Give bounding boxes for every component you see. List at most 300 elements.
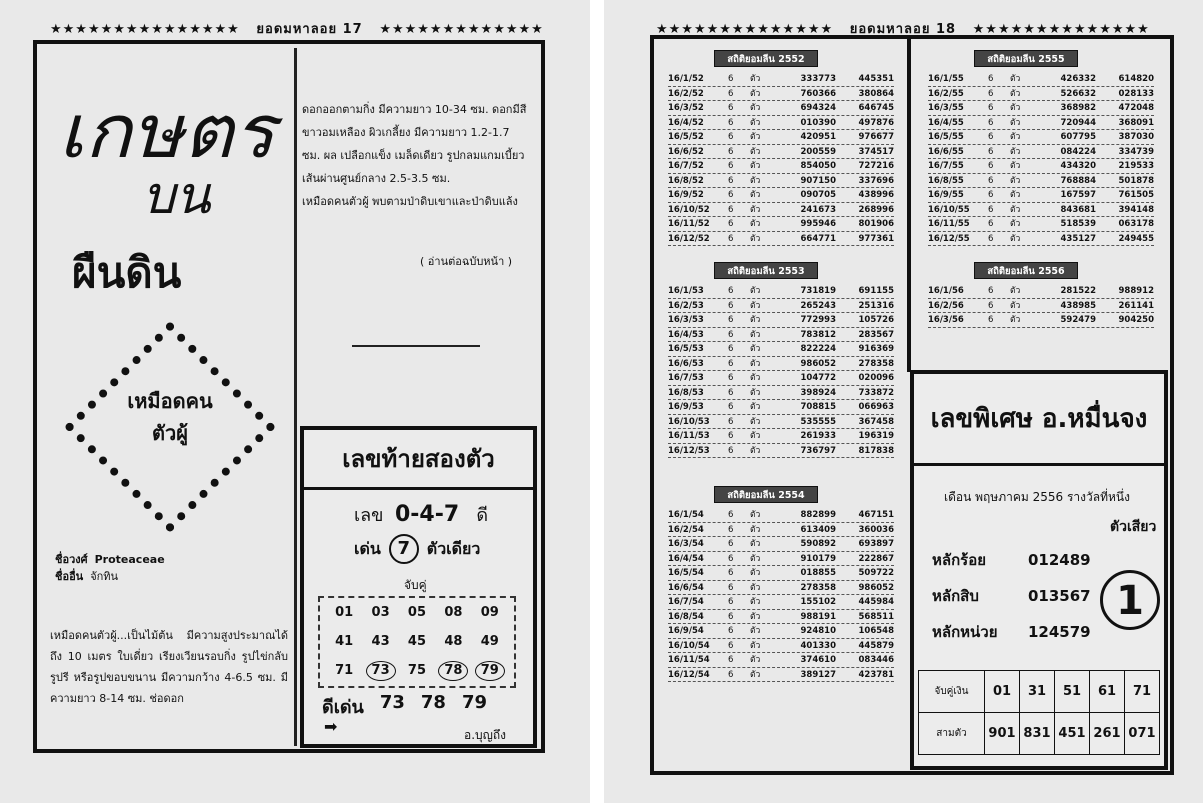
unit-count: 6	[728, 315, 734, 325]
unit-word: ตัว	[750, 88, 761, 99]
first-number: 010390	[800, 117, 836, 128]
article-body-right	[302, 98, 528, 213]
three-value: 261	[1090, 713, 1125, 755]
stats-row	[668, 653, 894, 668]
first-number: 426332	[1060, 74, 1096, 84]
unit-word: ตัว	[1010, 103, 1021, 113]
unit-word: ตัว	[750, 344, 761, 354]
first-number: 084224	[1060, 146, 1096, 157]
unit-word: ตัว	[750, 611, 761, 622]
second-number: 387030	[1118, 132, 1154, 142]
pair-number: 79	[475, 661, 505, 681]
stats-row	[668, 299, 894, 314]
second-number: 337696	[858, 175, 894, 186]
pair-label: จับคู่เงิน	[919, 671, 985, 713]
unit-count: 6	[988, 233, 994, 244]
unit-count: 6	[728, 117, 734, 128]
draw-date: 16/2/54	[668, 524, 704, 535]
diamond-line-1: เหมือดคน	[127, 389, 213, 413]
draw-date: 16/6/52	[668, 146, 704, 157]
pairs-row	[320, 627, 514, 656]
hundreds-label: หลักร้อย	[932, 551, 987, 569]
second-number: 445879	[858, 640, 894, 651]
left-header	[50, 18, 544, 39]
unit-word: ตัว	[750, 510, 761, 520]
unit-word: ตัว	[750, 539, 761, 549]
unit-word: ตัว	[1010, 286, 1021, 296]
unit-word: ตัว	[750, 190, 761, 200]
stats-row	[668, 145, 894, 160]
lucky-numbers-line	[354, 500, 488, 529]
first-number: 924810	[800, 626, 836, 636]
pair-row	[919, 671, 1160, 713]
first-number: 435127	[1060, 233, 1096, 244]
stats-row	[668, 415, 894, 430]
unit-word: ตัว	[750, 300, 761, 311]
stats-row	[668, 342, 894, 357]
article-body-left: เหมือดคนตัวผู้...เป็นไม้ต้น มีความสูงประมาณได้ถึง 10 เมตร ใบเดี่ยว เรียงเวียนรอบกิ่ง รูปไข่กลับ รูปรี หรือรูปขอบขนาน มีความกว้าง 4-6.5 ซม. มีความยาว 8-14 ซม. ช่อดอก	[50, 629, 288, 705]
stats-row	[668, 371, 894, 386]
unit-word: ตัว	[1010, 146, 1021, 157]
draw-date: 16/4/55	[928, 117, 964, 128]
first-number: 708815	[800, 402, 836, 412]
family-label: ชื่อวงศ์	[55, 553, 88, 566]
second-number: 986052	[858, 582, 894, 593]
unit-count: 6	[988, 204, 994, 215]
draw-date: 16/11/53	[668, 431, 710, 441]
second-number: 916369	[858, 344, 894, 354]
draw-date: 16/7/53	[668, 373, 704, 383]
stats-title: สถิติยอมลีน 2553	[714, 262, 818, 279]
draw-date: 16/11/54	[668, 655, 710, 665]
draw-date: 16/10/53	[668, 416, 710, 427]
unit-count: 6	[728, 431, 734, 441]
unit-count: 6	[988, 315, 994, 325]
stats-row	[668, 174, 894, 189]
unit-count: 6	[728, 524, 734, 535]
header-stars-right: ★★★★★★★★★★★★★★	[972, 22, 1150, 37]
line1-numbers: 0-4-7	[394, 502, 460, 527]
special-number-box	[910, 370, 1168, 770]
unit-count: 6	[728, 655, 734, 665]
unit-word: ตัว	[1010, 219, 1021, 229]
pair-value: 51	[1055, 671, 1090, 713]
unit-count: 6	[728, 416, 734, 427]
second-number: 691155	[858, 286, 894, 296]
stats-row	[928, 159, 1154, 174]
unit-count: 6	[728, 204, 734, 215]
line1-prefix: เลข	[354, 505, 384, 526]
stats-row	[668, 101, 894, 116]
unit-word: ตัว	[750, 387, 761, 398]
stats-row	[668, 400, 894, 415]
continued-note: ( อ่านต่อฉบับหน้า )	[420, 255, 513, 268]
stats-row	[668, 523, 894, 538]
three-label: สามตัว	[919, 713, 985, 755]
unit-word: ตัว	[1010, 315, 1021, 325]
unit-count: 6	[728, 611, 734, 622]
unit-count: 6	[728, 539, 734, 549]
first-number: 783812	[800, 329, 836, 340]
units-value: 124579	[1028, 623, 1091, 641]
unit-word: ตัว	[750, 582, 761, 593]
first-number: 018855	[800, 568, 836, 578]
left-page-title: ยอดมหาลอย 17	[256, 22, 363, 37]
second-number: 283567	[858, 329, 894, 340]
second-number: 976677	[858, 132, 894, 142]
first-number: 882899	[800, 510, 836, 520]
stats-row	[928, 72, 1154, 87]
stats-row	[928, 313, 1154, 328]
unit-count: 6	[728, 445, 734, 456]
stats-row	[668, 217, 894, 232]
unit-count: 6	[988, 286, 994, 296]
unit-count: 6	[728, 88, 734, 99]
stats-row	[928, 101, 1154, 116]
second-number: 222867	[858, 553, 894, 564]
diamond-line-2: ตัวผู้	[152, 421, 188, 445]
unit-count: 6	[988, 117, 994, 128]
first-number: 374610	[800, 655, 836, 665]
second-number: 472048	[1118, 103, 1154, 113]
draw-date: 16/10/55	[928, 204, 970, 215]
unit-count: 6	[988, 190, 994, 200]
pairs-label: จับคู่	[404, 578, 427, 592]
unit-count: 6	[988, 74, 994, 84]
first-number: 772993	[800, 315, 836, 325]
first-number: 854050	[800, 161, 836, 171]
draw-date: 16/3/55	[928, 103, 964, 113]
stats-row	[668, 581, 894, 596]
draw-date: 16/2/55	[928, 88, 964, 99]
unit-word: ตัว	[750, 553, 761, 564]
draw-date: 16/12/53	[668, 445, 710, 456]
stats-row	[668, 639, 894, 654]
unit-word: ตัว	[750, 373, 761, 383]
pairs-row	[320, 598, 514, 627]
stats-row	[928, 217, 1154, 232]
unit-word: ตัว	[1010, 88, 1021, 99]
pair-number: 48	[444, 634, 463, 649]
second-number: 063178	[1118, 219, 1154, 229]
second-number: 423781	[858, 669, 894, 680]
first-number: 104772	[800, 373, 836, 383]
unit-word: ตัว	[750, 597, 761, 607]
second-number: 693897	[858, 539, 894, 549]
stats-row	[928, 232, 1154, 247]
unit-word: ตัว	[750, 175, 761, 186]
family-row	[55, 553, 165, 567]
second-number: 904250	[1118, 315, 1154, 325]
stats-row	[928, 87, 1154, 102]
header-stars: ★★★★★★★★★★★★★★★	[50, 22, 240, 37]
first-number: 398924	[800, 387, 836, 398]
stats-row	[668, 159, 894, 174]
stats-row	[668, 232, 894, 247]
line1-suffix: ดี	[476, 505, 489, 526]
second-number: 568511	[858, 611, 894, 622]
draw-date: 16/2/56	[928, 300, 964, 311]
second-number: 360036	[858, 524, 894, 535]
tens-row	[932, 584, 1091, 608]
units-row	[932, 620, 1091, 644]
unit-count: 6	[728, 161, 734, 171]
stats-table-2552	[668, 50, 894, 246]
second-number: 028133	[1118, 88, 1154, 99]
unit-word: ตัว	[750, 204, 761, 215]
pair-table	[918, 670, 1160, 755]
unit-count: 6	[988, 175, 994, 186]
draw-date: 16/3/56	[928, 315, 964, 325]
unit-count: 6	[728, 233, 734, 244]
header-stars: ★★★★★★★★★★★★★★	[656, 22, 834, 37]
article-title-3: ผืนดิน	[72, 248, 182, 297]
stats-row	[928, 116, 1154, 131]
second-number: 467151	[858, 510, 894, 520]
first-number: 822224	[800, 344, 836, 354]
unit-word: ตัว	[750, 103, 761, 113]
stats-row	[928, 284, 1154, 299]
draw-date: 16/5/55	[928, 132, 964, 142]
second-number: 251316	[858, 300, 894, 311]
first-number: 760366	[800, 88, 836, 99]
three-value: 831	[1020, 713, 1055, 755]
first-number: 333773	[800, 74, 836, 84]
unit-count: 6	[728, 358, 734, 369]
column-divider	[907, 38, 911, 372]
pair-number: 41	[335, 634, 354, 649]
unit-word: ตัว	[750, 402, 761, 412]
second-number: 801906	[858, 219, 894, 229]
article-title-2: บน	[142, 166, 211, 226]
stats-row	[668, 203, 894, 218]
draw-date: 16/3/52	[668, 103, 704, 113]
second-number: 761505	[1118, 190, 1154, 200]
three-value: 451	[1055, 713, 1090, 755]
stats-row	[668, 552, 894, 567]
first-number: 401330	[800, 640, 836, 651]
unit-word: ตัว	[750, 655, 761, 665]
highlight-number: 73	[379, 692, 405, 713]
draw-date: 16/7/52	[668, 161, 704, 171]
article-title-1: เกษตร	[58, 89, 276, 175]
first-number: 995946	[800, 219, 836, 229]
header-stars-right: ★★★★★★★★★★★★★	[379, 22, 544, 37]
unit-count: 6	[728, 387, 734, 398]
stats-row	[928, 174, 1154, 189]
tens-value: 013567	[1028, 587, 1091, 605]
stats-row	[668, 130, 894, 145]
pair-number: 73	[366, 661, 396, 681]
pairs-row	[320, 656, 514, 685]
second-number: 977361	[858, 233, 894, 244]
unit-word: ตัว	[1010, 74, 1021, 84]
unit-count: 6	[728, 219, 734, 229]
unit-word: ตัว	[750, 74, 761, 84]
three-value: 071	[1125, 713, 1160, 755]
unit-word: ตัว	[750, 626, 761, 636]
pair-number: 78	[438, 661, 468, 681]
stats-row	[668, 624, 894, 639]
draw-date: 16/6/55	[928, 146, 964, 157]
draw-date: 16/7/54	[668, 597, 704, 607]
draw-date: 16/2/52	[668, 88, 704, 99]
unit-count: 6	[728, 568, 734, 578]
pair-number: 03	[371, 605, 390, 620]
stats-row	[928, 145, 1154, 160]
unit-word: ตัว	[750, 233, 761, 244]
stats-row	[668, 284, 894, 299]
second-number: 105726	[858, 315, 894, 325]
unit-word: ตัว	[1010, 161, 1021, 171]
second-number: 196319	[858, 431, 894, 441]
circled-number: 7	[389, 534, 419, 564]
draw-date: 16/4/53	[668, 329, 704, 340]
tens-label: หลักสิบ	[932, 587, 979, 605]
first-number: 420951	[800, 132, 836, 142]
unit-count: 6	[728, 640, 734, 651]
unit-count: 6	[988, 88, 994, 99]
first-number: 736797	[800, 445, 836, 456]
draw-date: 16/11/55	[928, 219, 970, 229]
first-number: 241673	[800, 204, 836, 215]
second-number: 278358	[858, 358, 894, 369]
first-number: 768884	[1060, 175, 1096, 186]
second-number: 727216	[858, 161, 894, 171]
unit-word: ตัว	[750, 286, 761, 296]
arrow-icon: ➡	[324, 717, 338, 736]
unit-word: ตัว	[750, 161, 761, 171]
unit-word: ตัว	[750, 431, 761, 441]
second-number: 445984	[858, 597, 894, 607]
stats-row	[668, 508, 894, 523]
second-number: 501878	[1118, 175, 1154, 186]
second-number: 614820	[1118, 74, 1154, 84]
author: อ.บุญถึง	[464, 728, 506, 742]
stats-row	[668, 328, 894, 343]
highlight-number: 78	[420, 692, 446, 713]
stats-table-2553	[668, 262, 894, 458]
draw-date: 16/10/54	[668, 640, 710, 651]
stats-title: สถิติยอมลีน 2552	[714, 50, 818, 67]
first-number: 720944	[1060, 117, 1096, 128]
stats-row	[668, 116, 894, 131]
unit-count: 6	[728, 132, 734, 142]
unit-count: 6	[728, 103, 734, 113]
unit-word: ตัว	[750, 669, 761, 680]
second-number: 374517	[858, 146, 894, 157]
divider-line	[352, 345, 480, 347]
draw-date: 16/5/53	[668, 344, 704, 354]
second-number: 249455	[1118, 233, 1154, 244]
other-value: จักทิน	[90, 570, 119, 583]
first-number: 265243	[800, 300, 836, 311]
stats-row	[668, 537, 894, 552]
stats-row	[668, 610, 894, 625]
first-number: 167597	[1060, 190, 1096, 200]
draw-date: 16/10/52	[668, 204, 710, 215]
first-number: 664771	[800, 233, 836, 244]
draw-date: 16/1/56	[928, 286, 964, 296]
unit-count: 6	[728, 597, 734, 607]
unit-count: 6	[728, 300, 734, 311]
first-number: 910179	[800, 553, 836, 564]
draw-date: 16/8/54	[668, 611, 704, 622]
draw-date: 16/6/54	[668, 582, 704, 593]
unit-count: 6	[728, 329, 734, 340]
second-number: 367458	[858, 416, 894, 427]
stats-row	[668, 668, 894, 683]
draw-date: 16/9/53	[668, 402, 704, 412]
draw-date: 16/12/52	[668, 233, 710, 244]
second-number: 219533	[1118, 161, 1154, 171]
unit-word: ตัว	[1010, 175, 1021, 186]
unit-word: ตัว	[750, 445, 761, 456]
second-number: 817838	[858, 445, 894, 456]
stats-table-2555	[928, 50, 1154, 246]
first-number: 438985	[1060, 300, 1096, 311]
unit-word: ตัว	[1010, 190, 1021, 200]
unit-count: 6	[728, 582, 734, 593]
draw-date: 16/5/52	[668, 132, 704, 142]
unit-count: 6	[728, 669, 734, 680]
stats-row	[928, 188, 1154, 203]
other-label: ชื่ออื่น	[55, 570, 84, 583]
pair-number: 49	[480, 634, 499, 649]
draw-date: 16/7/55	[928, 161, 964, 171]
stats-row	[668, 429, 894, 444]
unit-count: 6	[728, 74, 734, 84]
three-row	[919, 713, 1160, 755]
draw-date: 16/5/54	[668, 568, 704, 578]
left-page	[0, 0, 590, 803]
draw-date: 16/8/52	[668, 175, 704, 186]
unit-count: 6	[988, 161, 994, 171]
unit-word: ตัว	[750, 132, 761, 142]
second-number: 083446	[858, 655, 894, 665]
hundreds-row	[932, 548, 1091, 572]
special-title: เลขพิเศษ อ.หมื่นจง	[914, 374, 1164, 466]
unit-word: ตัว	[1010, 204, 1021, 215]
three-value: 901	[985, 713, 1020, 755]
draw-date: 16/11/52	[668, 219, 710, 229]
unit-word: ตัว	[750, 568, 761, 578]
stats-row	[668, 595, 894, 610]
first-number: 368982	[1060, 103, 1096, 113]
hundreds-value: 012489	[1028, 551, 1091, 569]
first-number: 731819	[800, 286, 836, 296]
stats-row	[668, 72, 894, 87]
unit-word: ตัว	[750, 416, 761, 427]
body-right-2: เหมือดคนตัวผู้ พบตามป่าดิบเขาและป่าดิบแล้ง	[302, 195, 518, 208]
first-number: 281522	[1060, 286, 1096, 296]
family-value: Proteaceae	[94, 553, 165, 566]
unit-word: ตัว	[1010, 132, 1021, 142]
stats-row	[668, 188, 894, 203]
draw-date: 16/9/55	[928, 190, 964, 200]
unit-count: 6	[728, 190, 734, 200]
special-subtitle: เดือน พฤษภาคม 2556 รางวัลที่หนึ่ง	[944, 490, 1130, 504]
unit-count: 6	[728, 175, 734, 186]
first-number: 155102	[800, 597, 836, 607]
diamond-text	[60, 385, 280, 449]
two-digit-box	[300, 426, 537, 748]
draw-date: 16/12/55	[928, 233, 970, 244]
main-number-line	[354, 534, 480, 564]
unit-word: ตัว	[750, 219, 761, 229]
second-number: 066963	[858, 402, 894, 412]
other-name-row	[55, 570, 118, 584]
